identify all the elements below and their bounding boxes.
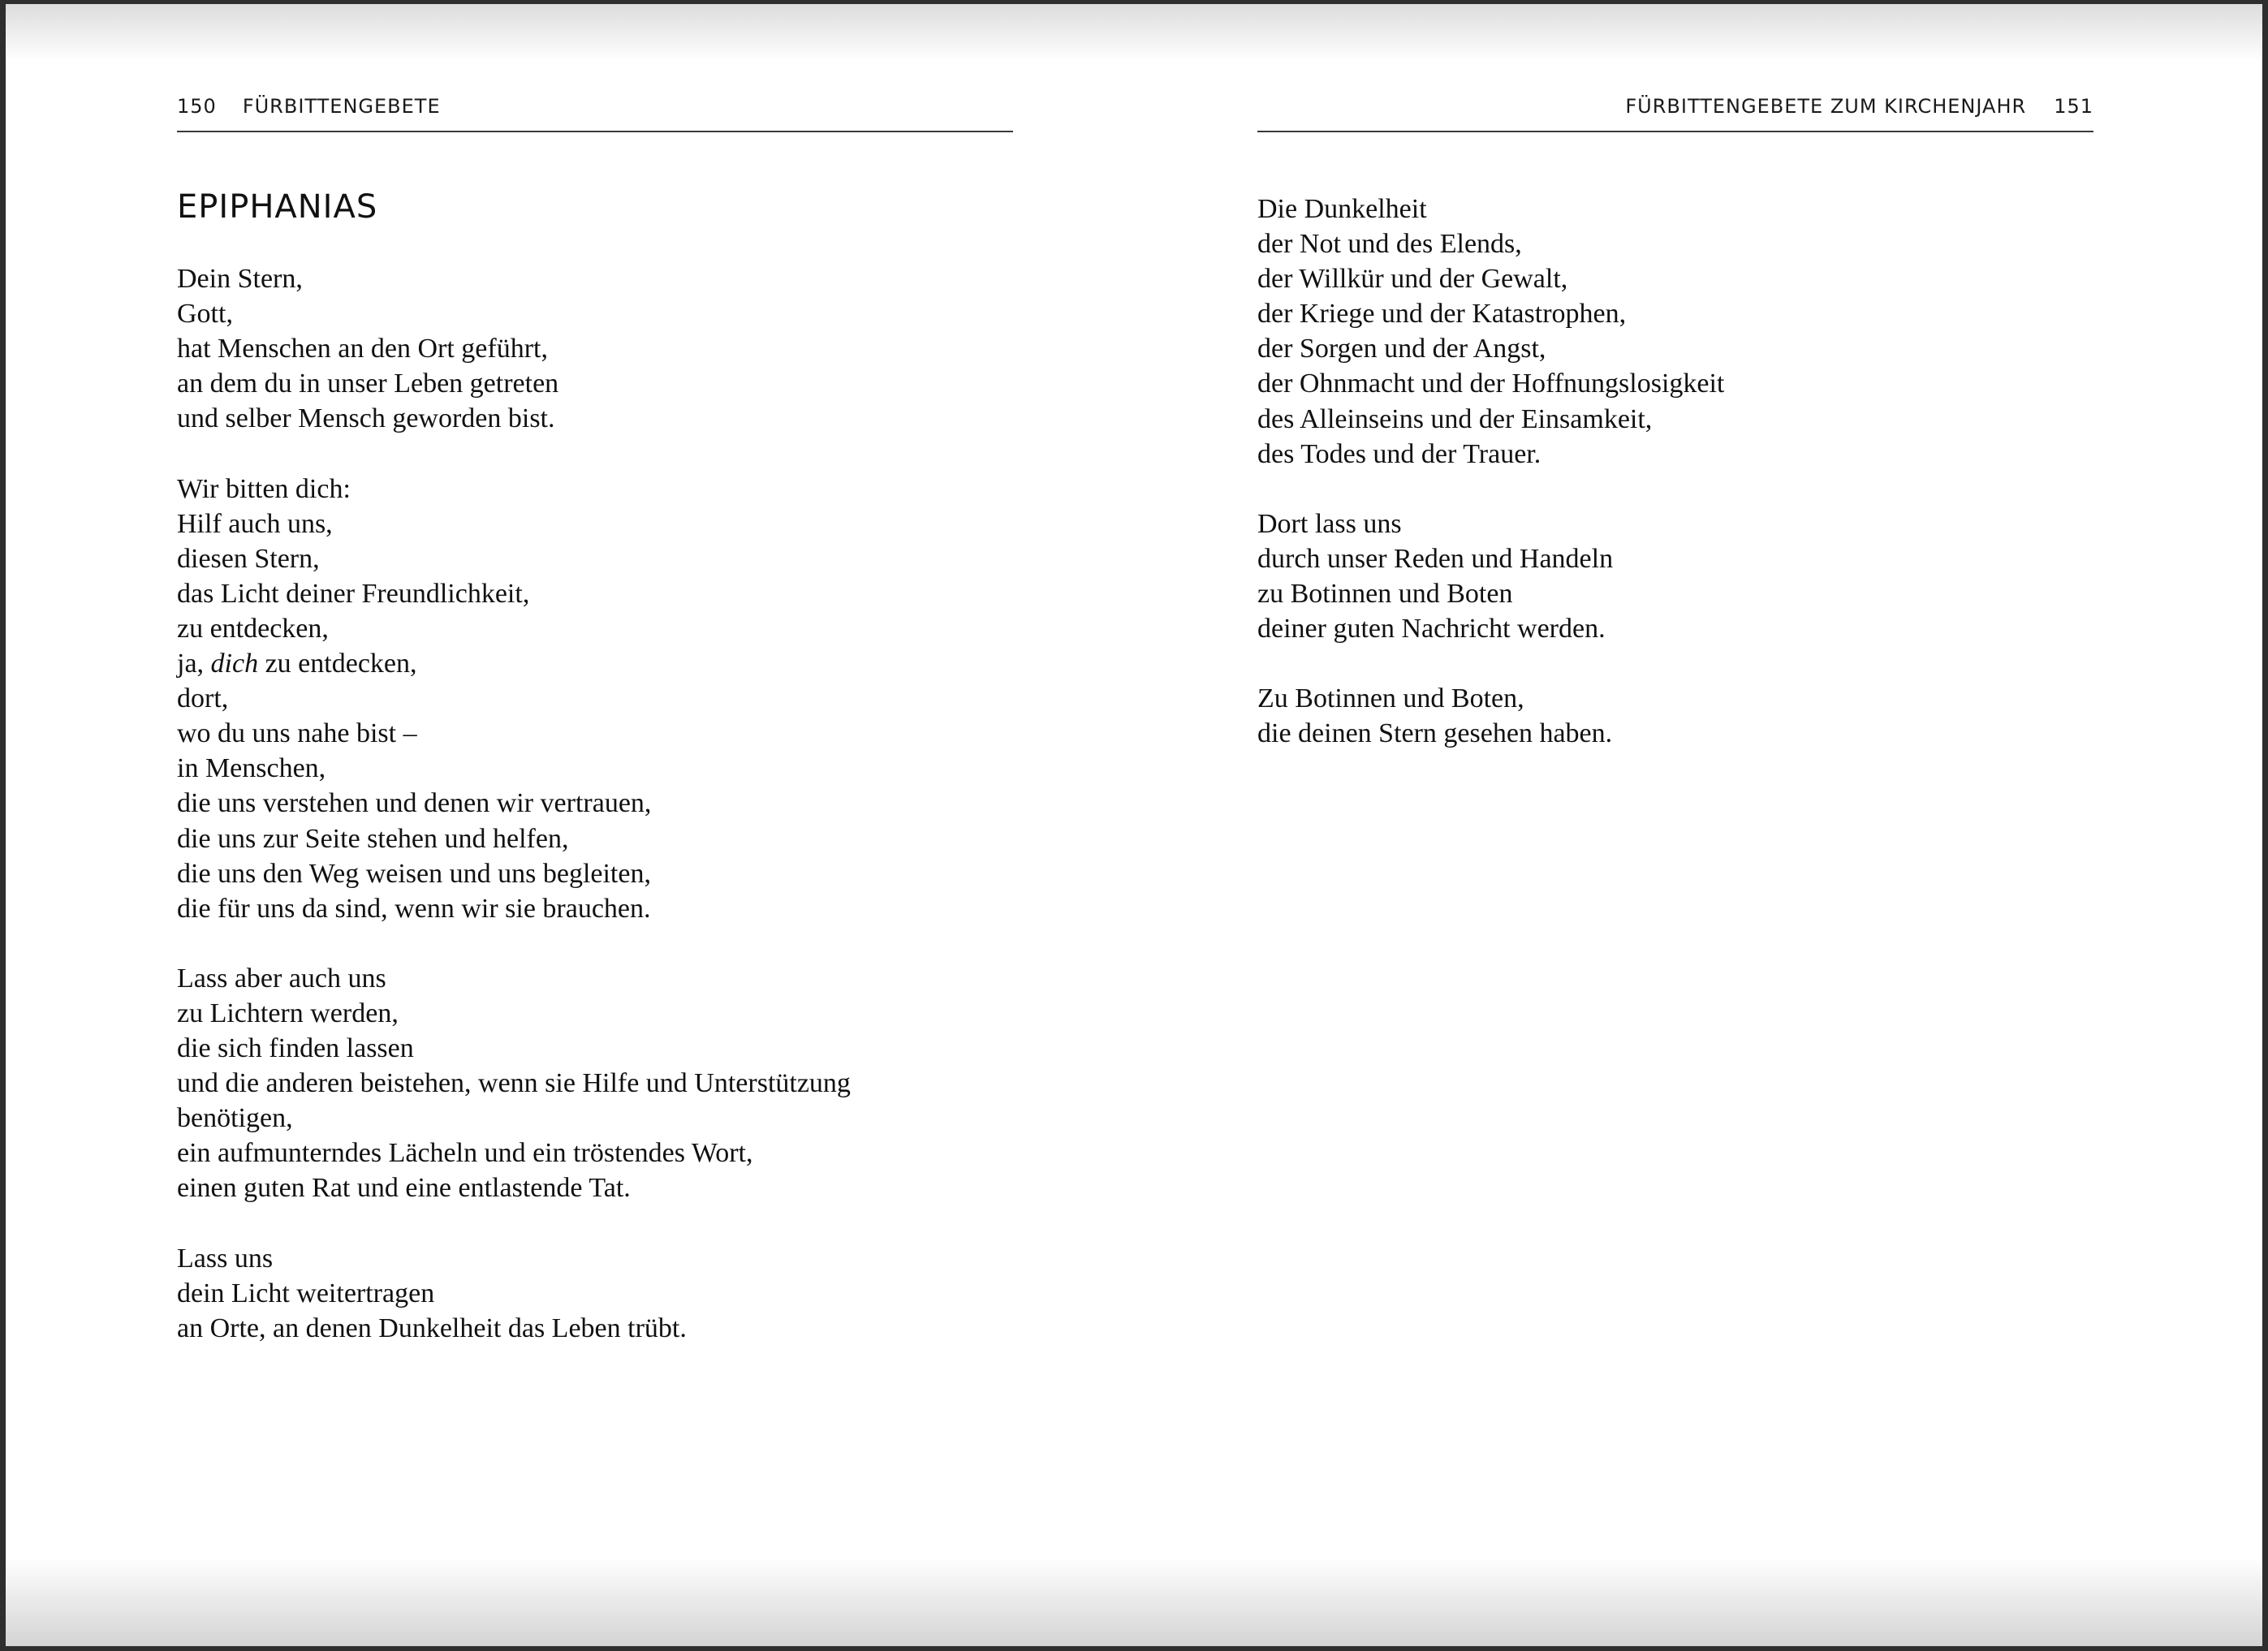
verse-line: Lass uns <box>177 1243 274 1274</box>
verse-line: Lass aber auch uns <box>177 963 386 994</box>
verse-line: Hilf auch uns, <box>177 508 333 539</box>
left-running-title: FÜRBITTENGEBETE <box>242 95 441 118</box>
verse-line: die für uns da sind, wenn wir sie brauchen. <box>177 893 651 924</box>
verse-line: zu Lichtern werden, <box>177 998 399 1028</box>
verse-line: an dem du in unser Leben getreten <box>177 369 559 399</box>
verse-line: Wir bitten dich: <box>177 473 351 504</box>
left-prayer-text <box>177 261 851 1381</box>
verse-line: der Sorgen und der Angst, <box>1257 334 1546 364</box>
left-page-number: 150 <box>177 95 217 118</box>
verse-line-start: ja, <box>177 649 205 679</box>
verse-line: Dort lass uns <box>1257 508 1402 539</box>
verse-line: deiner guten Nachricht werden. <box>1257 614 1606 644</box>
verse-line: einen guten Rat und eine entlastende Tat. <box>177 1173 631 1204</box>
verse-line: der Ohnmacht und der Hoffnungslosigkeit <box>1257 369 1725 399</box>
verse-line: wo du uns nahe bist – <box>177 718 417 749</box>
section-heading: EPIPHANIAS <box>177 188 378 226</box>
verse-line: des Alleinseins und der Einsamkeit, <box>1257 403 1653 434</box>
right-running-head <box>1257 95 2093 132</box>
verse-line: zu entdecken, <box>177 613 329 644</box>
emphasized-word: dich <box>210 649 259 679</box>
stanza <box>1257 507 1724 646</box>
stanza <box>1257 192 1724 472</box>
verse-line: das Licht deiner Freundlichkeit, <box>177 578 530 609</box>
verse-line-emphasis <box>177 646 851 681</box>
verse-line: des Todes und der Trauer. <box>1257 438 1541 469</box>
verse-line: dort, <box>177 683 229 714</box>
right-page-number: 151 <box>2054 95 2093 118</box>
verse-line: die uns zur Seite stehen und helfen, <box>177 823 569 854</box>
verse-line: die uns den Weg weisen und uns begleiten, <box>177 858 651 889</box>
verse-line: in Menschen, <box>177 753 326 784</box>
verse-line: die uns verstehen und denen wir vertrauen, <box>177 788 652 819</box>
verse-line: an Orte, an denen Dunkelheit das Leben trübt. <box>177 1313 687 1343</box>
verse-line: der Not und des Elends, <box>1257 229 1522 260</box>
book-spread <box>6 4 2262 1646</box>
verse-line: und selber Mensch geworden bist. <box>177 403 555 434</box>
verse-line: der Willkür und der Gewalt, <box>1257 264 1568 295</box>
verse-line: durch unser Reden und Handeln <box>1257 543 1614 574</box>
stanza <box>177 961 851 1206</box>
verse-line: die deinen Stern gesehen haben. <box>1257 718 1613 749</box>
verse-line: zu Botinnen und Boten <box>1257 579 1513 610</box>
left-running-head <box>177 95 1013 132</box>
verse-line: Zu Botinnen und Boten, <box>1257 683 1524 714</box>
verse-line: ein aufmunterndes Lächeln und ein tröstendes Wort, <box>177 1138 753 1169</box>
stanza <box>177 1241 851 1346</box>
verse-line-rest: zu entdecken, <box>265 649 417 679</box>
stanza <box>1257 681 1724 751</box>
stanza <box>177 472 851 926</box>
verse-line: Gott, <box>177 299 233 330</box>
verse-line: diesen Stern, <box>177 543 320 574</box>
verse-line: dein Licht weitertragen <box>177 1278 435 1308</box>
verse-line: der Kriege und der Katastrophen, <box>1257 299 1627 330</box>
verse-line: die sich finden lassen <box>177 1033 414 1064</box>
verse-line: hat Menschen an den Ort geführt, <box>177 334 548 364</box>
verse-line: Die Dunkelheit <box>1257 194 1427 224</box>
verse-line: benötigen, <box>177 1103 293 1134</box>
right-prayer-text <box>1257 192 1724 787</box>
right-running-title: FÜRBITTENGEBETE ZUM KIRCHENJAHR <box>1625 95 2027 118</box>
verse-line: und die anderen beistehen, wenn sie Hilfe und Unterstützung <box>177 1068 851 1099</box>
verse-line: Dein Stern, <box>177 264 303 294</box>
stanza <box>177 261 851 436</box>
